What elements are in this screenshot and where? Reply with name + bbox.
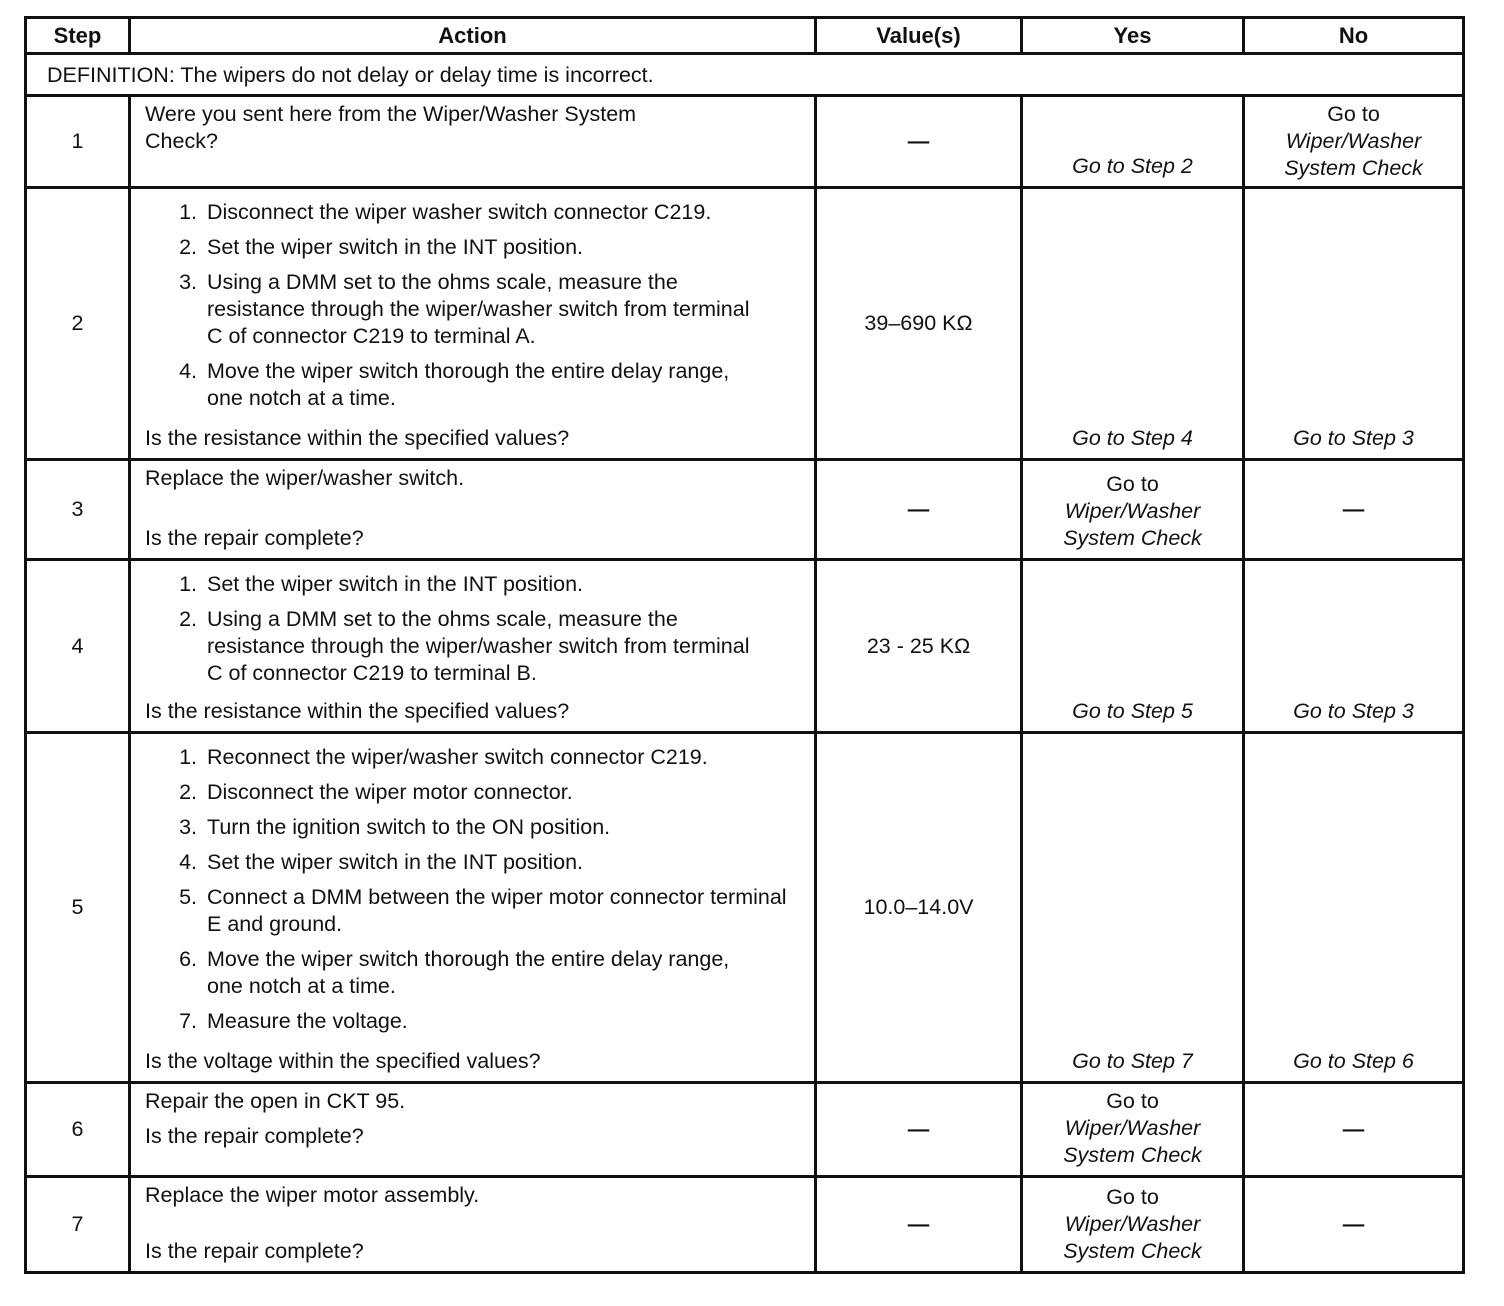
definition-row — [26, 54, 1464, 96]
substep-list — [145, 744, 800, 1035]
step-number: 7 — [26, 1177, 130, 1273]
no-cell — [1244, 188, 1464, 460]
no-cell — [1244, 733, 1464, 1083]
yes-cell — [1022, 1083, 1244, 1177]
step-number: 5 — [26, 733, 130, 1083]
header-values: Value(s) — [816, 18, 1022, 54]
definition-text: DEFINITION: The wipers do not delay or delay time is incorrect. — [26, 54, 1464, 96]
yes-cell — [1022, 733, 1244, 1083]
substep: 4. Move the wiper switch thorough the entire delay range, one notch at a time. — [203, 358, 790, 412]
substep-list — [145, 571, 800, 687]
action-cell — [130, 560, 816, 733]
question: Is the resistance within the specified values? — [145, 699, 570, 723]
value-cell: — — [816, 96, 1022, 188]
action-cell — [130, 733, 816, 1083]
yes-cell — [1022, 188, 1244, 460]
step-number: 6 — [26, 1083, 130, 1177]
substep: 1. Reconnect the wiper/washer switch connector C219. — [203, 744, 790, 771]
action-cell — [130, 460, 816, 560]
yes-cell — [1022, 1177, 1244, 1273]
value-cell: 10.0–14.0V — [816, 733, 1022, 1083]
substep: 2. Disconnect the wiper motor connector. — [203, 779, 790, 806]
yes-link[interactable]: Go to Step 2 — [1072, 154, 1193, 178]
table-row — [26, 96, 1464, 188]
substep: 3. Using a DMM set to the ohms scale, measure the resistance through the wiper/washer switch from terminal C of connector C219 to terminal A. — [203, 269, 790, 350]
substep: 4. Set the wiper switch in the INT position. — [203, 849, 790, 876]
no-link[interactable]: Go to Step 6 — [1293, 1049, 1414, 1073]
step-number: 3 — [26, 460, 130, 560]
yes-link[interactable]: Go to Step 5 — [1072, 699, 1193, 723]
header-yes: Yes — [1022, 18, 1244, 54]
no-cell: — — [1244, 1083, 1464, 1177]
value-cell: — — [816, 1083, 1022, 1177]
yes-link[interactable]: Wiper/Washer System Check — [1063, 499, 1202, 550]
step-number: 2 — [26, 188, 130, 460]
yes-link[interactable]: Go to Step 7 — [1072, 1049, 1193, 1073]
table-row — [26, 1177, 1464, 1273]
table-row — [26, 733, 1464, 1083]
question: Is the voltage within the specified values? — [145, 1049, 541, 1073]
substep: 6. Move the wiper switch thorough the entire delay range, one notch at a time. — [203, 946, 790, 1000]
yes-cell — [1022, 460, 1244, 560]
substep: 5. Connect a DMM between the wiper motor connector terminal E and ground. — [203, 884, 790, 938]
no-link[interactable]: Go to Step 3 — [1293, 699, 1414, 723]
action-cell — [130, 1083, 816, 1177]
no-link[interactable]: Go to Step 3 — [1293, 426, 1414, 450]
substep: 1. Disconnect the wiper washer switch connector C219. — [203, 199, 790, 226]
header-step: Step — [26, 18, 130, 54]
header-row — [26, 18, 1464, 54]
value-cell: — — [816, 1177, 1022, 1273]
yes-cell — [1022, 560, 1244, 733]
action-text: Replace the wiper motor assembly. — [145, 1183, 480, 1207]
value-cell: — — [816, 460, 1022, 560]
substep: 2. Set the wiper switch in the INT position. — [203, 234, 790, 261]
yes-cell — [1022, 96, 1244, 188]
table-row — [26, 460, 1464, 560]
substep: 3. Turn the ignition switch to the ON position. — [203, 814, 790, 841]
action-text: Repair the open in CKT 95. — [145, 1089, 406, 1113]
value-cell: 39–690 KΩ — [816, 188, 1022, 460]
substep: 7. Measure the voltage. — [203, 1008, 790, 1035]
question: Is the repair complete? — [145, 1124, 364, 1148]
no-cell: — — [1244, 1177, 1464, 1273]
step-number: 1 — [26, 96, 130, 188]
yes-prefix: Go to — [1106, 1089, 1159, 1113]
action-cell — [130, 1177, 816, 1273]
diagnostic-table — [24, 16, 1465, 1274]
action-text: Replace the wiper/washer switch. — [145, 466, 465, 490]
action-cell — [130, 96, 816, 188]
value-cell: 23 - 25 KΩ — [816, 560, 1022, 733]
no-cell — [1244, 96, 1464, 188]
substep-list — [145, 199, 800, 412]
yes-link[interactable]: Wiper/Washer System Check — [1063, 1116, 1202, 1167]
yes-link[interactable]: Go to Step 4 — [1072, 426, 1193, 450]
action-cell — [130, 188, 816, 460]
substep: 1. Set the wiper switch in the INT position. — [203, 571, 800, 598]
yes-prefix: Go to — [1106, 472, 1159, 496]
question: Is the resistance within the specified values? — [145, 426, 570, 450]
no-link[interactable]: Wiper/Washer System Check — [1284, 129, 1423, 180]
step-number: 4 — [26, 560, 130, 733]
action-text: Were you sent here from the Wiper/Washer System Check? — [145, 102, 637, 153]
no-prefix: Go to — [1327, 102, 1380, 126]
header-action: Action — [130, 18, 816, 54]
header-no: No — [1244, 18, 1464, 54]
substep: 2. Using a DMM set to the ohms scale, measure the resistance through the wiper/washer switch from terminal C of connector C219 to terminal B. — [203, 606, 800, 687]
question: Is the repair complete? — [145, 1239, 364, 1263]
yes-link[interactable]: Wiper/Washer System Check — [1063, 1212, 1202, 1263]
no-cell — [1244, 560, 1464, 733]
table-row — [26, 188, 1464, 460]
no-cell: — — [1244, 460, 1464, 560]
table-row — [26, 560, 1464, 733]
question: Is the repair complete? — [145, 526, 364, 550]
yes-prefix: Go to — [1106, 1185, 1159, 1209]
table-row — [26, 1083, 1464, 1177]
